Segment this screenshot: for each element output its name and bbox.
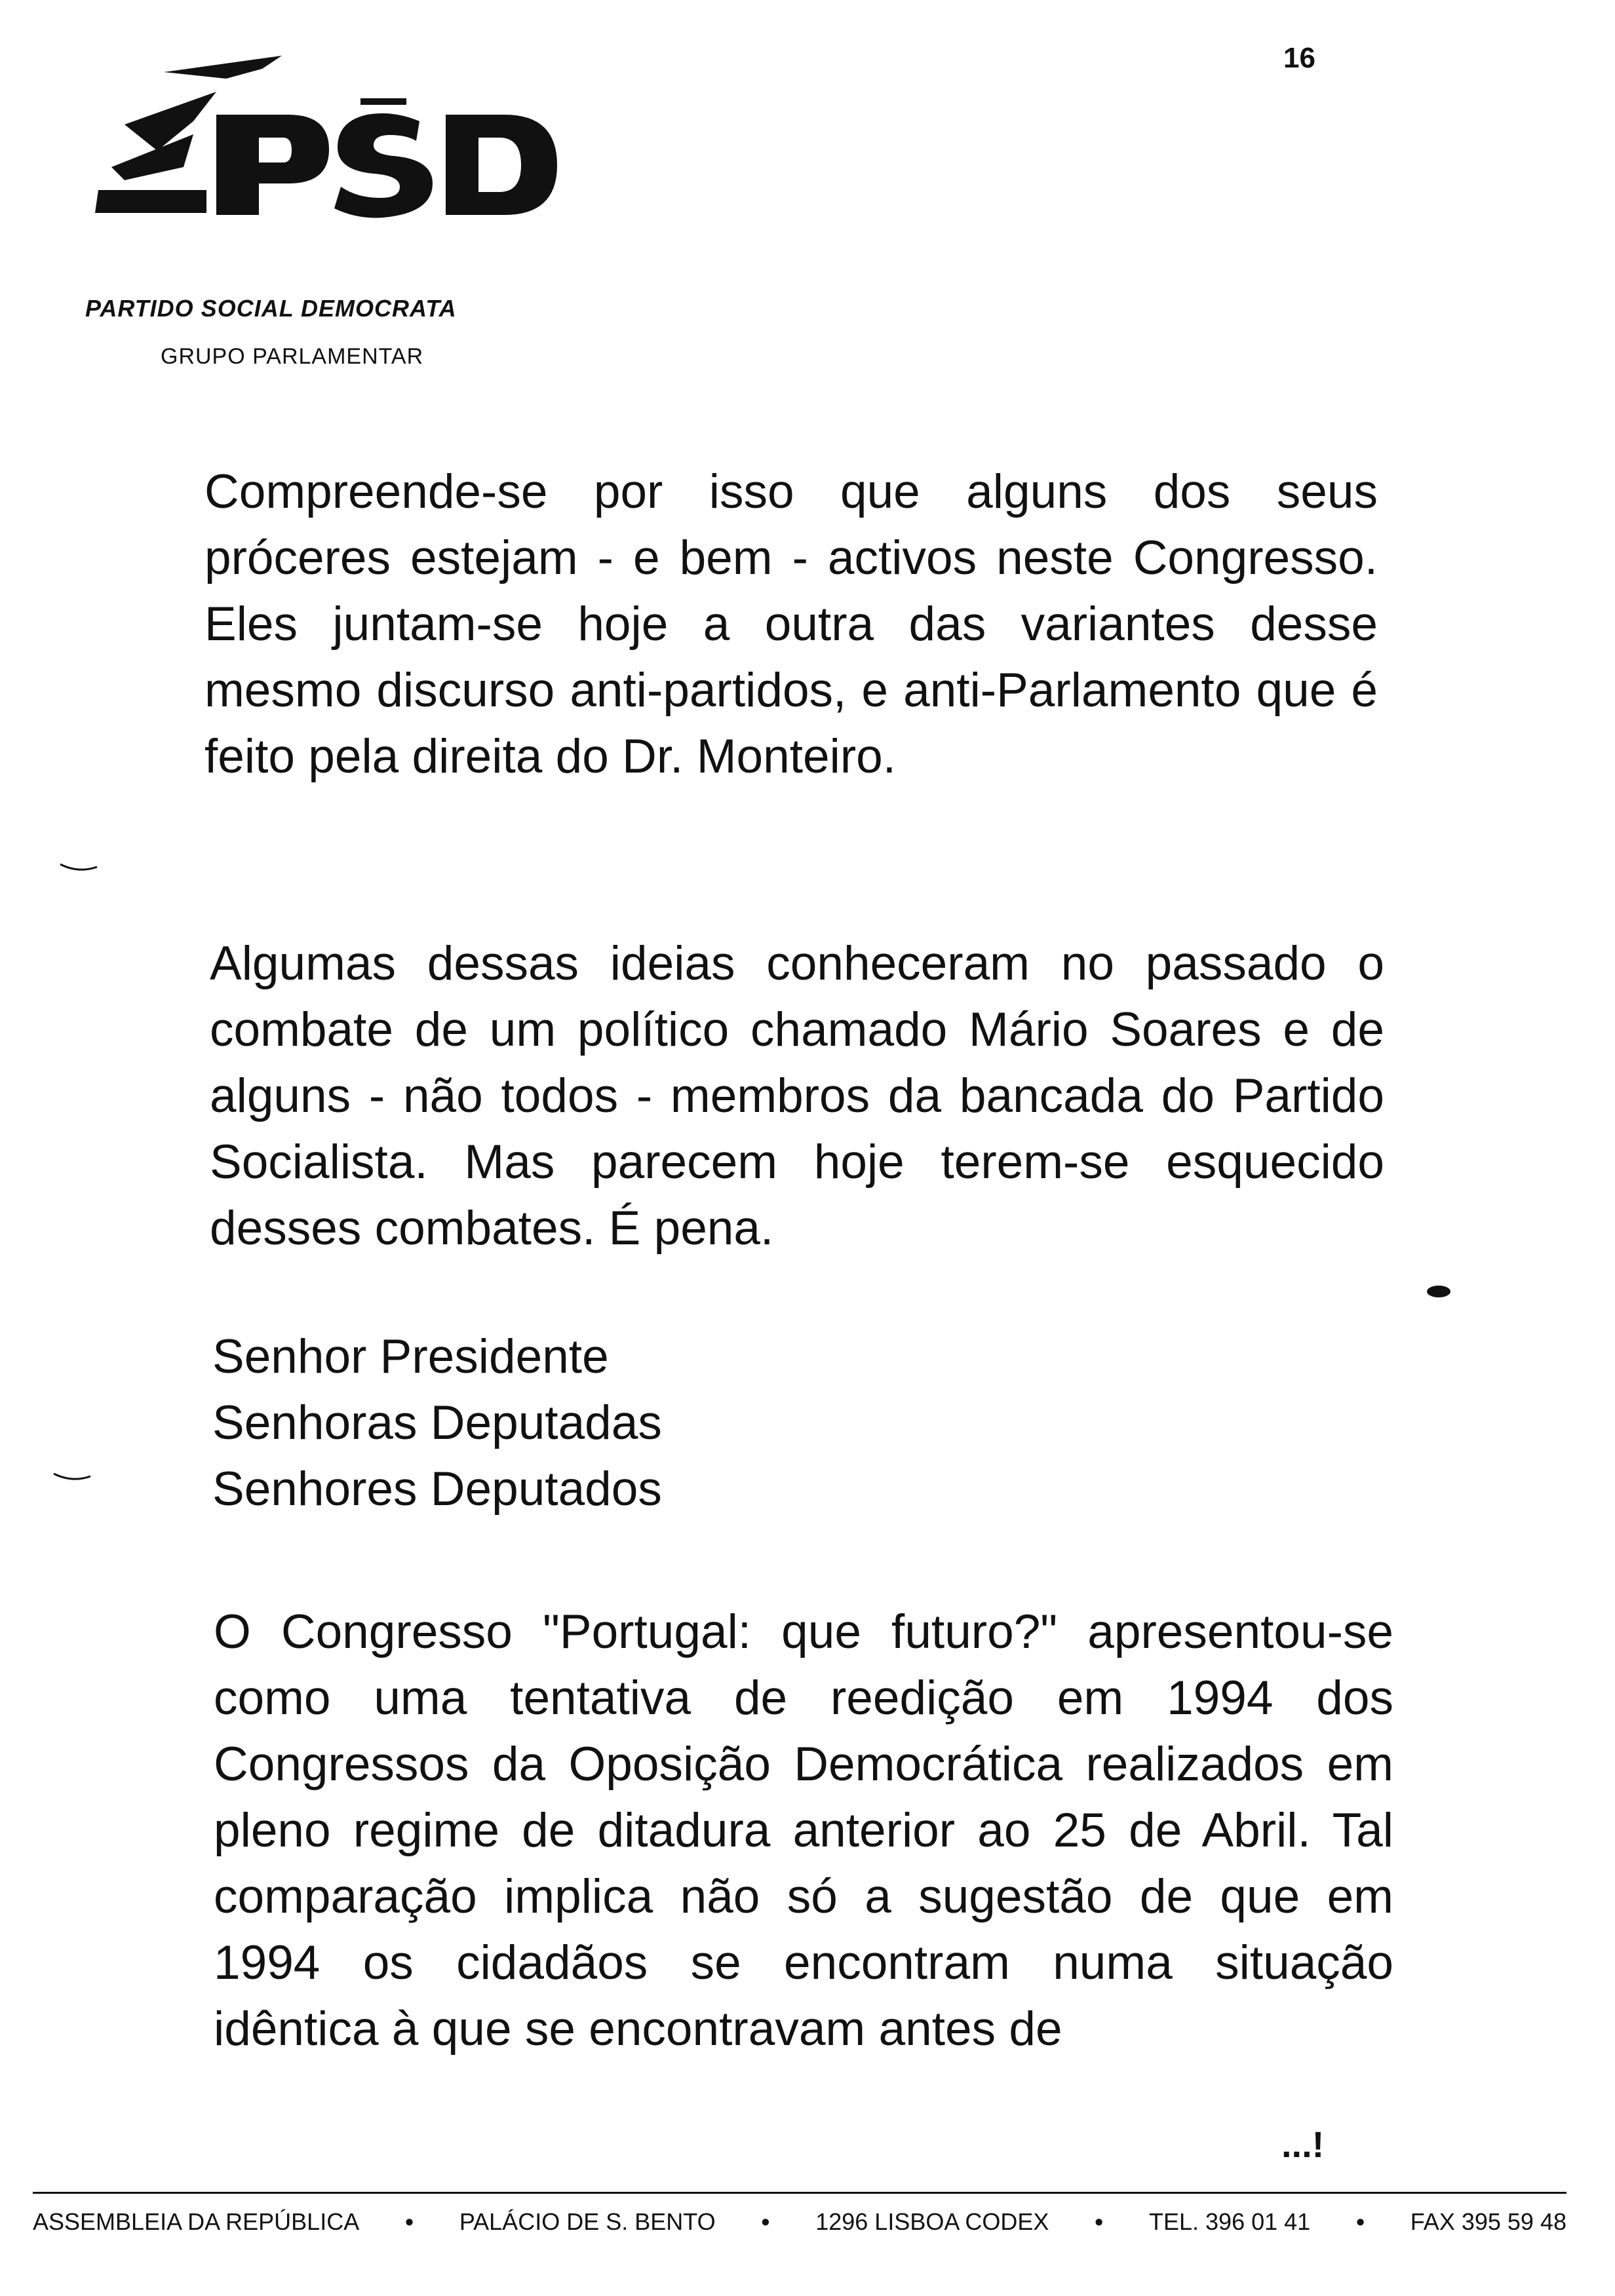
psd-letter-bar [360,98,406,105]
footer-phone: TEL. 396 01 41 [1149,2208,1311,2235]
footer-separator: • [405,2208,414,2235]
party-name: PARTIDO SOCIAL DEMOCRATA [85,295,457,322]
paragraph-1: Compreende-se por isso que alguns dos seus próceres estejam - e bem - activos neste Congresso. Eles juntam-se hoje a outra das variantes desse mesmo discurso anti-partidos, e anti-Parlamento que é feito pela direita do Dr. Monteiro. [204,465,1378,783]
footer-palace: PALÁCIO DE S. BENTO [459,2208,716,2235]
psd-logo-mark [85,52,583,249]
margin-blot [1426,1284,1452,1299]
footer-rule [33,2192,1566,2194]
footer-separator: • [761,2208,770,2235]
continuation-marker: ...! [1281,2124,1325,2165]
psd-letters [216,113,557,218]
footer-separator: • [1356,2208,1365,2235]
party-logo [85,52,583,369]
salutation-line: Senhoras Deputadas [212,1396,662,1449]
footer-postal: 1296 LISBOA CODEX [815,2208,1049,2235]
footer-separator: • [1095,2208,1103,2235]
salutation-block [212,1324,1392,1522]
salutation-line: Senhores Deputados [212,1463,662,1516]
margin-mark [52,1471,92,1484]
paragraph-3: O Congresso "Portugal: que futuro?" apresentou-se como uma tentativa de reedição em 1994 dos Congressos da Oposição Democrática realizados em pleno regime de ditadura anterior ao 25 de Abril. Tal comparação implica não só a sugestão de que em 1994 os cidadãos se encontram numa situação idêntica à que se encontravam antes de [214,1605,1393,2056]
footer-fax: FAX 395 59 48 [1410,2208,1566,2235]
paragraph-2: Algumas dessas ideias conheceram no passado o combate de um político chamado Mário Soares e de alguns - não todos - membros da bancada do Partido Socialista. Mas parecem hoje terem-se esquecido desses combates. É pena. [210,937,1384,1255]
margin-mark [59,862,98,875]
parliamentary-group-name: GRUPO PARLAMENTAR [161,344,424,369]
salutation-line: Senhor Presidente [212,1330,609,1383]
page-number: 16 [1283,42,1315,74]
footer [33,2208,1566,2236]
footer-institution: ASSEMBLEIA DA REPÚBLICA [33,2208,360,2235]
